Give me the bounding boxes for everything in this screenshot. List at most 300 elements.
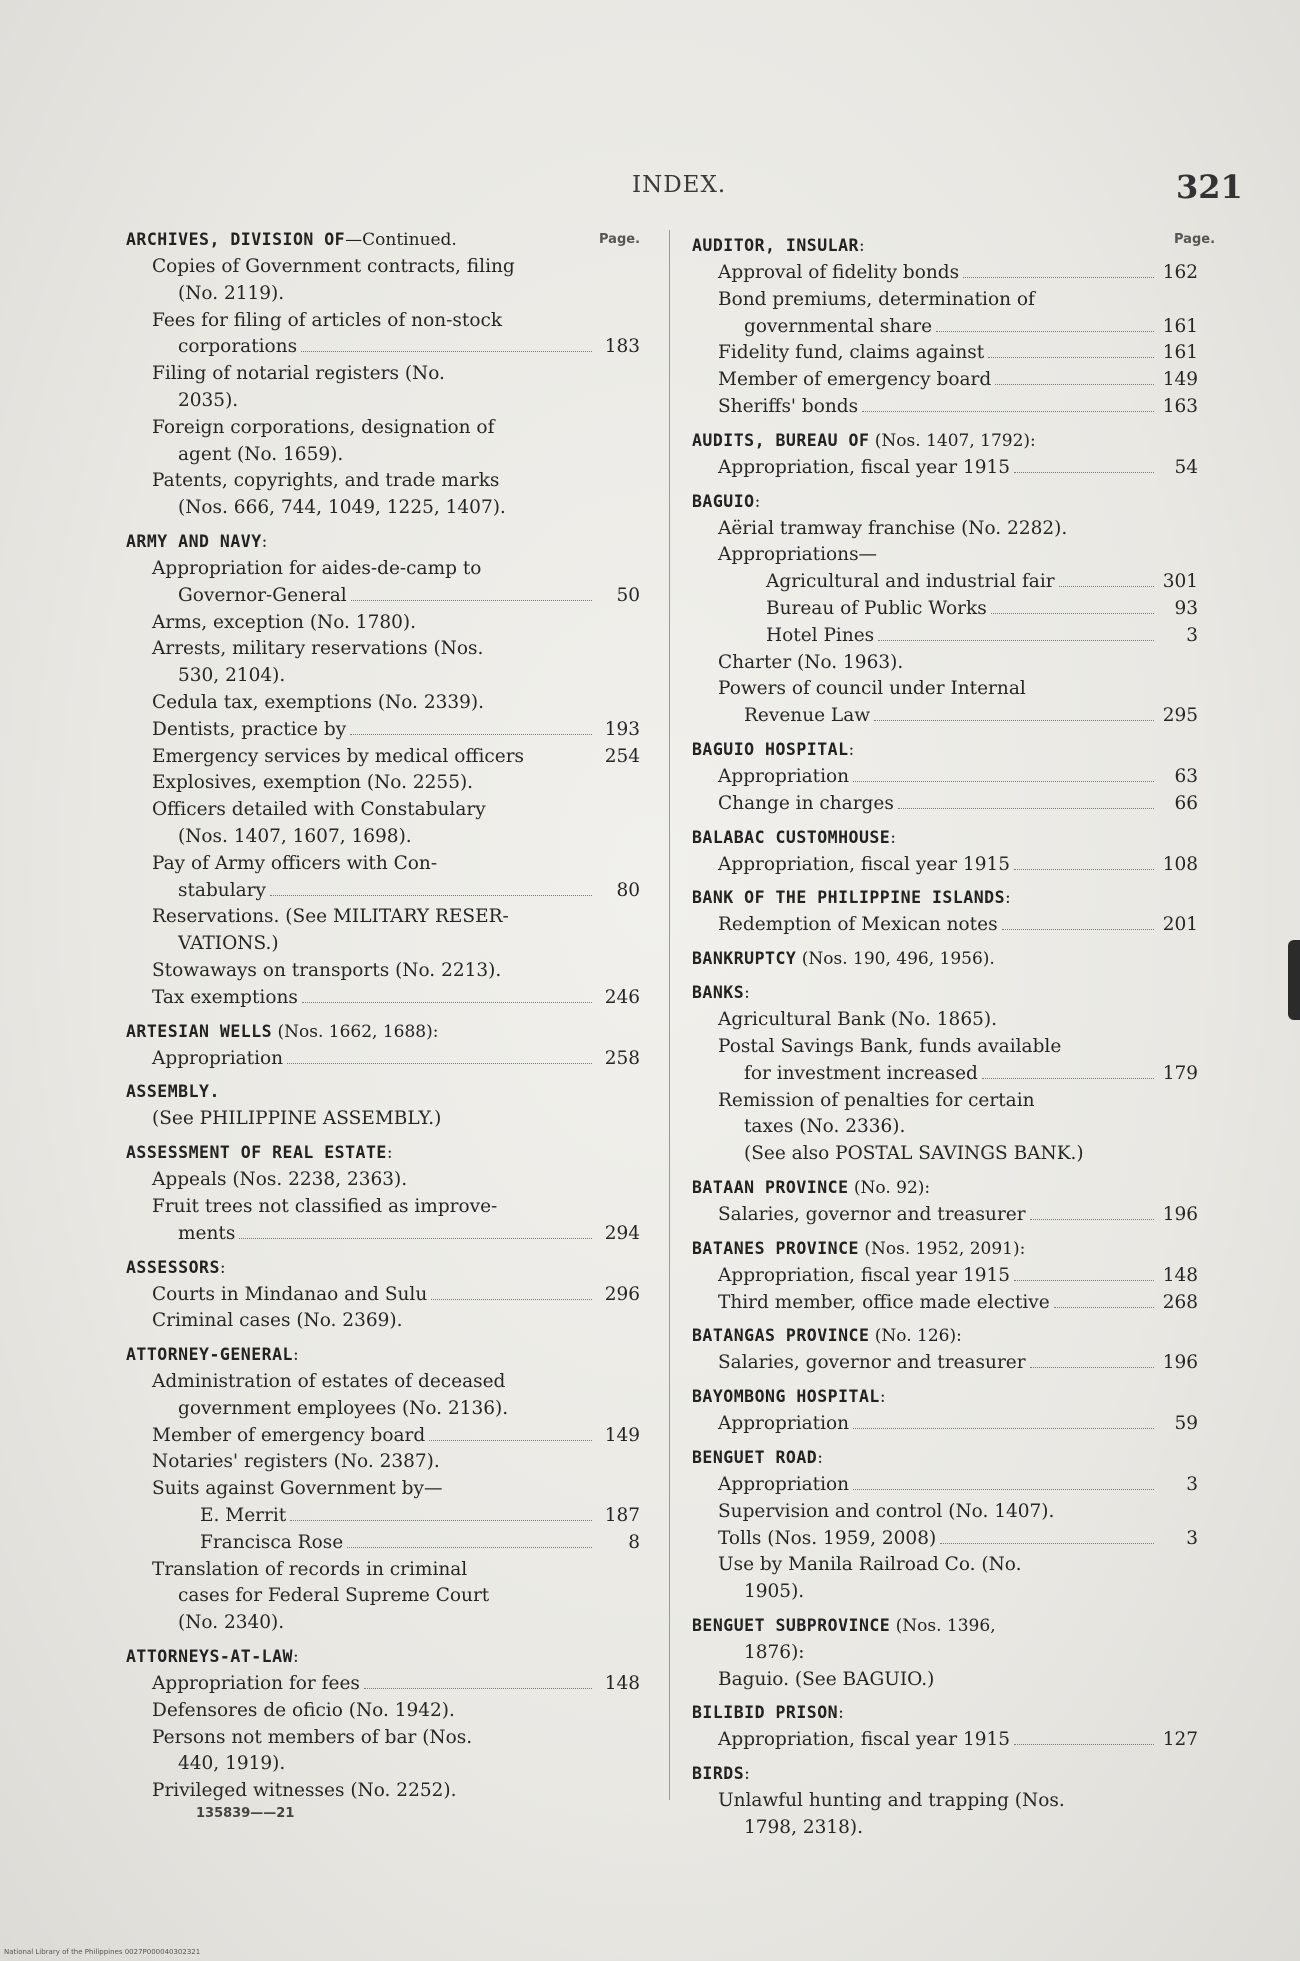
- index-line: [126, 308, 646, 335]
- index-line: [692, 1552, 1198, 1579]
- index-line: [692, 764, 1198, 791]
- signature-mark: 135839——21: [196, 1806, 295, 1821]
- index-line-text: taxes (No. 2336).: [744, 1116, 906, 1138]
- page-reference: 258: [604, 1047, 640, 1069]
- index-line-text: Privileged witnesses (No. 2252).: [152, 1780, 457, 1802]
- page-reference: 3: [1186, 624, 1198, 646]
- index-line-text: Foreign corporations, designation of: [152, 416, 495, 438]
- page-reference: 179: [1162, 1062, 1198, 1084]
- index-line: [126, 1221, 646, 1248]
- index-line: [126, 1194, 646, 1221]
- dot-leader: [301, 350, 592, 352]
- index-line-text: Patents, copyrights, and trade marks: [152, 470, 500, 492]
- entry-heading: [692, 1444, 1198, 1472]
- entry-heading: [126, 1254, 646, 1282]
- index-line: [126, 904, 646, 931]
- index-line-text: Administration of estates of deceased: [152, 1371, 506, 1393]
- index-line-text: Arrests, military reservations (Nos.: [152, 638, 484, 660]
- index-line: [126, 1503, 646, 1530]
- index-line: [126, 958, 646, 985]
- index-line-text: Emergency services by medical officers: [152, 745, 525, 767]
- index-entry: [692, 979, 1198, 1168]
- dot-leader: [874, 719, 1154, 721]
- dot-leader: [351, 599, 592, 601]
- index-line: [126, 1671, 646, 1698]
- entry-heading-text: BENGUET SUBPROVINCE: [692, 1615, 891, 1635]
- entry-heading: [126, 1139, 646, 1167]
- index-line: [692, 1202, 1198, 1229]
- index-line-text: Cedula tax, exemptions (No. 2339).: [152, 691, 484, 713]
- index-line-text: (Nos. 666, 744, 1049, 1225, 1407).: [178, 497, 506, 519]
- index-line: [126, 442, 646, 469]
- entry-heading-suffix: :: [261, 531, 268, 552]
- index-line: [126, 1778, 646, 1805]
- dot-leader: [239, 1237, 592, 1239]
- index-line-text: Approval of fidelity bonds: [718, 262, 960, 283]
- entry-heading-text: AUDITOR, INSULAR: [692, 236, 859, 255]
- index-entry: [692, 1383, 1198, 1438]
- index-line-text: Member of emergency board: [152, 1424, 426, 1446]
- index-line-text: Governor-General: [178, 584, 347, 606]
- entry-heading-text: BANK OF THE PHILIPPINE ISLANDS: [692, 888, 1006, 908]
- index-line-text: (Nos. 1407, 1607, 1698).: [178, 825, 412, 847]
- index-entry: [126, 1643, 646, 1805]
- page-reference: 149: [1162, 369, 1198, 391]
- page-reference: 50: [616, 584, 640, 606]
- entry-heading-text: ATTORNEY-GENERAL: [126, 1345, 293, 1365]
- index-line: [692, 367, 1198, 394]
- entry-heading: [692, 979, 1198, 1007]
- page-reference: 3: [1186, 1473, 1198, 1495]
- entry-heading-suffix: (Nos. 1407, 1792):: [869, 430, 1036, 451]
- index-line-text: Charter (No. 1963).: [718, 651, 904, 673]
- entry-heading: [692, 1174, 1198, 1202]
- index-line: [692, 455, 1198, 482]
- entry-heading: [126, 226, 646, 254]
- index-line: [126, 1751, 646, 1778]
- entry-heading-suffix: :: [1005, 888, 1011, 909]
- index-entry: [692, 1322, 1198, 1377]
- index-line-text: Hotel Pines: [766, 624, 875, 646]
- index-line-text: corporations: [178, 336, 298, 358]
- page-reference: 3: [1186, 1527, 1198, 1549]
- entry-heading-text: BAGUIO HOSPITAL: [692, 739, 849, 759]
- page-reference: 301: [1162, 571, 1198, 593]
- index-entry: [692, 1235, 1198, 1317]
- index-entry: [692, 1760, 1198, 1842]
- index-line: [126, 931, 646, 958]
- index-line-text: Unlawful hunting and trapping (Nos.: [718, 1790, 1065, 1812]
- index-line: [692, 340, 1198, 367]
- page-reference: 93: [1174, 597, 1198, 619]
- entry-heading: [126, 1643, 646, 1671]
- index-line: [126, 824, 646, 851]
- index-line-text: Fruit trees not classified as improve-: [152, 1195, 498, 1217]
- index-line-text: Notaries' registers (No. 2387).: [152, 1451, 440, 1473]
- index-line: [126, 556, 646, 583]
- index-line: [126, 281, 646, 308]
- index-line-text: Appropriation: [718, 765, 850, 787]
- dot-leader: [290, 1519, 592, 1521]
- index-line: [692, 852, 1198, 879]
- entry-heading-suffix: (No. 92):: [848, 1177, 931, 1198]
- entry-heading-suffix: :: [744, 983, 750, 1004]
- page-column-label: Page.: [599, 232, 641, 247]
- index-line-text: 1876):: [744, 1641, 805, 1663]
- dot-leader: [878, 639, 1154, 641]
- dot-leader: [270, 894, 592, 896]
- index-line: [126, 1557, 646, 1584]
- index-line: [126, 1396, 646, 1423]
- index-line: [126, 1725, 646, 1752]
- index-line-text: E. Merrit: [200, 1505, 287, 1527]
- entry-heading-suffix: :: [838, 1703, 844, 1724]
- index-line-text: VATIONS.): [178, 933, 279, 955]
- index-line: [126, 1423, 646, 1450]
- index-line: [692, 394, 1198, 421]
- entry-heading: [692, 1383, 1198, 1411]
- index-line-text: Appropriation, fiscal year 1915: [718, 1729, 1011, 1751]
- entry-heading-suffix: :: [744, 1764, 750, 1785]
- index-line-text: Tolls (Nos. 1959, 2008): [718, 1527, 937, 1549]
- page-reference: 162: [1162, 262, 1198, 283]
- index-line-text: Appropriations—: [718, 544, 878, 566]
- page-reference: 80: [616, 879, 640, 901]
- index-line: [126, 1530, 646, 1557]
- index-line-text: Appropriation for fees: [152, 1673, 360, 1695]
- entry-heading-suffix: (Nos. 190, 496, 1956).: [796, 949, 995, 970]
- page-reference: 59: [1174, 1413, 1198, 1435]
- index-line: [692, 676, 1198, 703]
- index-entry: [692, 884, 1198, 939]
- index-entry: [692, 1699, 1198, 1754]
- index-line-text: Officers detailed with Constabulary: [152, 799, 486, 821]
- page-reference: 193: [604, 718, 640, 740]
- index-line: [692, 1640, 1198, 1667]
- index-line: [126, 1106, 646, 1133]
- page-reference: 161: [1162, 342, 1198, 364]
- index-line-text: Criminal cases (No. 2369).: [152, 1310, 403, 1332]
- index-column-right: [692, 226, 1216, 1844]
- index-line: [692, 703, 1198, 730]
- index-line-text: (No. 2340).: [178, 1612, 285, 1634]
- index-line: [692, 623, 1198, 650]
- index-line: [126, 1167, 646, 1194]
- index-entry: [126, 1018, 646, 1073]
- entry-heading-text: BANKRUPTCY: [692, 949, 797, 969]
- index-line-text: Dentists, practice by: [152, 718, 347, 740]
- entry-heading-text: ARCHIVES, DIVISION OF: [126, 230, 346, 249]
- index-line: [692, 1350, 1198, 1377]
- index-entry: [692, 232, 1198, 421]
- index-line: [692, 516, 1198, 543]
- entry-heading: [692, 488, 1198, 516]
- index-line-text: Appropriation: [718, 1473, 850, 1495]
- index-line-text: Agricultural and industrial fair: [766, 571, 1055, 593]
- index-line: [692, 1007, 1198, 1034]
- index-line-text: Appropriation: [152, 1047, 284, 1069]
- page-edge-shadow: [1288, 940, 1300, 1020]
- index-line-text: Sheriffs' bonds: [718, 395, 859, 417]
- index-line: [126, 495, 646, 522]
- running-head: [0, 168, 1300, 208]
- index-line: [692, 1088, 1198, 1115]
- index-line-text: 1905).: [744, 1581, 805, 1603]
- dot-leader: [302, 1001, 592, 1003]
- index-line-text: government employees (No. 2136).: [178, 1397, 509, 1419]
- column-divider: [669, 230, 670, 1800]
- entry-heading-suffix: :: [848, 739, 855, 760]
- index-line-text: ments: [178, 1222, 236, 1244]
- index-line: [692, 1727, 1198, 1754]
- index-entry: [692, 1174, 1198, 1229]
- index-line-text: cases for Federal Supreme Court: [178, 1585, 490, 1607]
- dot-leader: [364, 1687, 592, 1689]
- index-line: [126, 334, 646, 361]
- entry-heading-suffix: :: [858, 236, 865, 256]
- index-line: [126, 1583, 646, 1610]
- index-line: [126, 1282, 646, 1309]
- index-line: [692, 1061, 1198, 1088]
- entry-heading: [692, 1322, 1198, 1350]
- index-line-text: Filing of notarial registers (No.: [152, 363, 445, 385]
- index-line-text: Fees for filing of articles of non-stock: [152, 309, 503, 331]
- index-line-text: Remission of penalties for certain: [718, 1089, 1035, 1111]
- index-line-text: Arms, exception (No. 1780).: [152, 611, 416, 633]
- dot-leader: [350, 733, 592, 735]
- index-entry: [692, 824, 1198, 879]
- index-line: [126, 985, 646, 1012]
- index-line-text: Change in charges: [718, 792, 894, 814]
- entry-heading-text: BENGUET ROAD: [692, 1447, 818, 1467]
- dot-leader: [853, 1427, 1154, 1429]
- index-line-text: Appropriation for aides-de-camp to: [152, 557, 482, 579]
- dot-leader: [862, 410, 1154, 412]
- entry-heading: [692, 1699, 1198, 1727]
- index-line: [126, 1698, 646, 1725]
- entry-heading-text: ARMY AND NAVY: [126, 531, 262, 551]
- index-line-text: (No. 2119).: [178, 282, 285, 304]
- index-line: [126, 1476, 646, 1503]
- index-line: [126, 663, 646, 690]
- index-line: [692, 1290, 1198, 1317]
- entry-heading: [692, 824, 1198, 852]
- index-line: [126, 1369, 646, 1396]
- index-line: [692, 791, 1198, 818]
- index-line: [692, 1472, 1198, 1499]
- index-line: [126, 878, 646, 905]
- dot-leader: [853, 1488, 1154, 1490]
- index-line: [126, 851, 646, 878]
- index-line-text: Bureau of Public Works: [766, 597, 987, 619]
- index-line: [692, 1499, 1198, 1526]
- index-line: [126, 797, 646, 824]
- index-line: [692, 1579, 1198, 1606]
- index-line: [692, 1141, 1198, 1168]
- index-column-left: [126, 226, 646, 1807]
- index-line-text: Postal Savings Bank, funds available: [718, 1035, 1062, 1057]
- index-line: [126, 770, 646, 797]
- entry-heading: [692, 427, 1198, 455]
- index-line-text: Francisca Rose: [200, 1531, 344, 1553]
- index-line: [692, 1034, 1198, 1061]
- entry-heading-text: BATAAN PROVINCE: [692, 1177, 849, 1197]
- entry-heading-suffix: :: [890, 827, 896, 848]
- entry-heading-suffix: (No. 126):: [869, 1326, 962, 1347]
- index-line: [126, 690, 646, 717]
- page-reference: 246: [604, 986, 640, 1008]
- index-line-text: Appropriation, fiscal year 1915: [718, 1264, 1011, 1286]
- index-line-text: Persons not members of bar (Nos.: [152, 1726, 473, 1748]
- index-line: [126, 744, 646, 771]
- index-line-text: Member of emergency board: [718, 369, 992, 391]
- page-reference: 163: [1162, 395, 1198, 417]
- page-reference: 63: [1174, 765, 1198, 787]
- page-reference: 161: [1162, 315, 1198, 337]
- index-entry: [692, 488, 1198, 730]
- entry-heading-text: BILIBID PRISON: [692, 1703, 839, 1723]
- entry-heading-text: BATANGAS PROVINCE: [692, 1326, 870, 1346]
- index-line: [692, 314, 1198, 341]
- entry-heading-text: ATTORNEYS-AT-LAW: [126, 1647, 293, 1667]
- entry-heading-text: ARTESIAN WELLS: [126, 1021, 273, 1041]
- index-line: [126, 1449, 646, 1476]
- index-line-text: 530, 2104).: [178, 665, 286, 687]
- page-reference: 294: [604, 1222, 640, 1244]
- page-reference: 196: [1162, 1203, 1198, 1225]
- index-entry: [126, 226, 646, 522]
- dot-leader: [431, 1298, 592, 1300]
- index-line: [126, 415, 646, 442]
- index-line-text: 2035).: [178, 389, 239, 411]
- page-reference: 8: [628, 1531, 640, 1553]
- index-line-text: agent (No. 1659).: [178, 443, 344, 465]
- page-reference: 54: [1174, 456, 1198, 478]
- page-reference: 127: [1162, 1729, 1198, 1751]
- entry-heading-suffix: —Continued.: [345, 230, 457, 250]
- entry-heading-suffix: :: [817, 1447, 823, 1468]
- page-reference: 296: [604, 1283, 640, 1305]
- index-line-text: 440, 1919).: [178, 1753, 286, 1775]
- page-reference: 108: [1162, 853, 1198, 875]
- page-title: INDEX.: [632, 172, 727, 198]
- page-reference: 295: [1162, 705, 1198, 727]
- index-line-text: Third member, office made elective: [718, 1291, 1050, 1313]
- index-line-text: Appeals (Nos. 2238, 2363).: [152, 1169, 408, 1191]
- entry-heading-text: BALABAC CUSTOMHOUSE: [692, 827, 891, 847]
- index-line: [692, 1114, 1198, 1141]
- index-line: [692, 1667, 1198, 1694]
- index-entry: [126, 1078, 646, 1133]
- page-reference: 254: [604, 745, 640, 767]
- index-entry: [126, 528, 646, 1012]
- index-line: [126, 361, 646, 388]
- index-line-text: Baguio. (See BAGUIO.): [718, 1668, 935, 1690]
- index-line-text: Salaries, governor and treasurer: [718, 1203, 1026, 1225]
- dot-leader: [853, 780, 1154, 782]
- index-line-text: Suits against Government by—: [152, 1478, 443, 1500]
- entry-heading: [692, 884, 1198, 912]
- index-line-text: Powers of council under Internal: [718, 678, 1026, 700]
- index-line-text: for investment increased: [744, 1062, 978, 1084]
- entry-heading-suffix: :: [292, 1647, 299, 1668]
- index-line-text: Stowaways on transports (No. 2213).: [152, 959, 502, 981]
- entry-heading-text: ASSESSORS: [126, 1257, 220, 1277]
- index-line-text: Supervision and control (No. 1407).: [718, 1500, 1055, 1522]
- entry-heading-suffix: :: [219, 1257, 226, 1278]
- page-reference: 268: [1162, 1291, 1198, 1313]
- entry-heading-suffix: (Nos. 1662, 1688):: [272, 1021, 439, 1042]
- index-line: [692, 287, 1198, 314]
- index-line-text: Explosives, exemption (No. 2255).: [152, 772, 474, 794]
- entry-heading-suffix: :: [754, 491, 761, 512]
- index-line: [126, 610, 646, 637]
- entry-heading-text: BATANES PROVINCE: [692, 1238, 859, 1258]
- index-line-text: Salaries, governor and treasurer: [718, 1352, 1026, 1374]
- entry-heading-text: ASSESSMENT OF REAL ESTATE: [126, 1143, 387, 1163]
- entry-heading: [126, 1341, 646, 1369]
- entry-heading-text: BIRDS: [692, 1764, 745, 1784]
- index-line: [126, 1308, 646, 1335]
- index-line-text: Revenue Law: [744, 705, 871, 727]
- scan-credit: National Library of the Philippines 0027P000040302321: [4, 1948, 201, 1956]
- index-line-text: Copies of Government contracts, filing: [152, 256, 515, 277]
- index-line: [692, 542, 1198, 569]
- page-column-label: Page.: [1174, 232, 1216, 247]
- index-line-text: Translation of records in criminal: [152, 1558, 468, 1580]
- page-reference: 183: [604, 336, 640, 358]
- index-line: [126, 636, 646, 663]
- index-entry: [692, 1612, 1198, 1694]
- entry-heading-text: ASSEMBLY.: [126, 1082, 220, 1102]
- index-line: [692, 569, 1198, 596]
- index-entry: [692, 945, 1198, 973]
- index-line: [692, 1526, 1198, 1553]
- index-line: [692, 596, 1198, 623]
- entry-heading-suffix: :: [386, 1143, 393, 1164]
- index-line-text: Fidelity fund, claims against: [718, 342, 985, 364]
- index-line-text: Redemption of Mexican notes: [718, 914, 998, 936]
- index-line: [126, 388, 646, 415]
- index-line-text: Pay of Army officers with Con-: [152, 852, 438, 874]
- index-line-text: Tax exemptions: [152, 986, 298, 1008]
- index-line: [692, 1263, 1198, 1290]
- index-line-text: Appropriation, fiscal year 1915: [718, 853, 1011, 875]
- index-line: [126, 254, 646, 281]
- entry-heading-suffix: (Nos. 1396,: [890, 1615, 996, 1636]
- page-reference: 148: [604, 1673, 640, 1695]
- index-line: [692, 650, 1198, 677]
- index-line-text: Aërial tramway franchise (No. 2282).: [718, 517, 1068, 539]
- entry-heading: [692, 1235, 1198, 1263]
- index-line: [692, 1411, 1198, 1438]
- index-entry: [126, 1341, 646, 1637]
- entry-heading-text: BAYOMBONG HOSPITAL: [692, 1387, 880, 1407]
- index-line-text: (See PHILIPPINE ASSEMBLY.): [152, 1108, 442, 1130]
- index-entry: [126, 1254, 646, 1336]
- entry-heading: [692, 232, 1198, 260]
- index-line-text: Appropriation, fiscal year 1915: [718, 456, 1011, 478]
- index-line-text: Reservations. (See MILITARY RESER-: [152, 906, 509, 928]
- entry-heading: [126, 1018, 646, 1046]
- entry-heading: [126, 1078, 646, 1106]
- entry-heading: [692, 1760, 1198, 1788]
- index-entry: [692, 736, 1198, 818]
- page-reference: 66: [1174, 792, 1198, 814]
- entry-heading: [126, 528, 646, 556]
- index-line: [126, 583, 646, 610]
- index-entry: [126, 1139, 646, 1247]
